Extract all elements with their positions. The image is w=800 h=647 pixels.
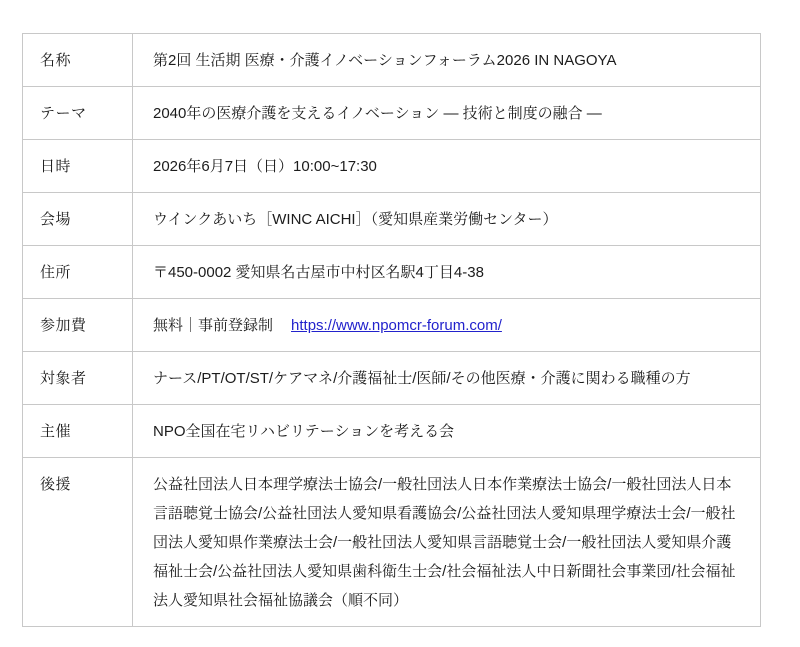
row-value-venue	[133, 193, 761, 246]
row-label-organizer: 主催	[23, 405, 133, 458]
event-name-text: 第2回 生活期 医療・介護イノベーションフォーラム2026 IN NAGOYA	[153, 52, 617, 69]
table-row-audience	[23, 352, 761, 405]
row-label-address: 住所	[23, 246, 133, 299]
row-value-theme	[133, 87, 761, 140]
registration-link[interactable]: https://www.npomcr-forum.com/	[291, 317, 502, 334]
event-datetime-text: 2026年6月7日（日）10:00~17:30	[153, 158, 377, 175]
row-label-fee: 参加費	[23, 299, 133, 352]
table-row-supporters	[23, 458, 761, 627]
event-supporters-text: 公益社団法人日本理学療法士協会/一般社団法人日本作業療法士協会/一般社団法人日本言語聴覚士協会/公益社団法人愛知県看護協会/公益社団法人愛知県理学療法士会/一般社団法人愛知県作業療法士会/一般社団法人愛知県言語聴覚士会/一般社団法人愛知県介護福祉士会/公益社団法人愛知県歯科衛生士会/社会福祉法人中日新聞社会事業団/社会福祉法人愛知県社会福祉協議会（順不同）	[153, 476, 736, 609]
row-value-name	[133, 34, 761, 87]
row-value-fee	[133, 299, 761, 352]
row-label-name: 名称	[23, 34, 133, 87]
row-value-datetime	[133, 140, 761, 193]
event-organizer-text: NPO全国在宅リハビリテーションを考える会	[153, 423, 455, 440]
row-label-venue: 会場	[23, 193, 133, 246]
table-row-organizer	[23, 405, 761, 458]
table-row-address	[23, 246, 761, 299]
event-fee-text: 無料｜事前登録制	[153, 317, 274, 334]
table-row-theme	[23, 87, 761, 140]
row-label-audience: 対象者	[23, 352, 133, 405]
row-value-address	[133, 246, 761, 299]
row-value-organizer	[133, 405, 761, 458]
event-venue-text: ウインクあいち［WINC AICHI］（愛知県産業労働センター）	[153, 211, 558, 228]
event-info-table	[22, 33, 761, 627]
row-label-supporters: 後援	[23, 458, 133, 627]
event-audience-text: ナース/PT/OT/ST/ケアマネ/介護福祉士/医師/その他医療・介護に関わる職種の方	[153, 370, 691, 387]
table-row-datetime	[23, 140, 761, 193]
event-address-text: 〒450-0002 愛知県名古屋市中村区名駅4丁目4-38	[153, 264, 484, 281]
row-label-datetime: 日時	[23, 140, 133, 193]
table-row-fee	[23, 299, 761, 352]
row-value-audience	[133, 352, 761, 405]
row-value-supporters	[133, 458, 761, 627]
table-row-venue	[23, 193, 761, 246]
row-label-theme: テーマ	[23, 87, 133, 140]
event-theme-text: 2040年の医療介護を支えるイノベーション — 技術と制度の融合 —	[153, 105, 602, 122]
table-row-name	[23, 34, 761, 87]
